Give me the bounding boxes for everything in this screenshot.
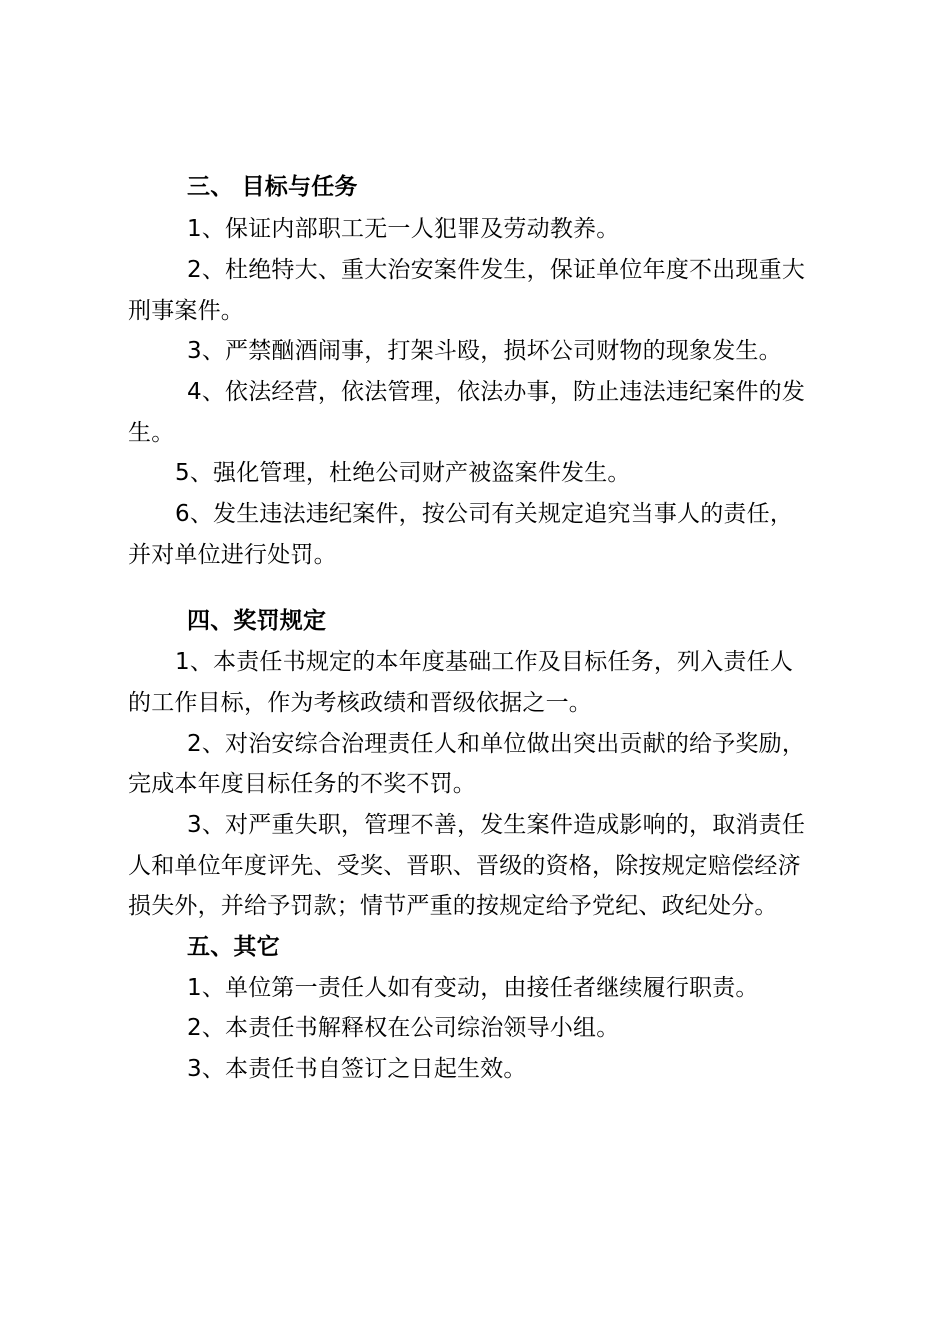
paragraph-line: 的工作目标，作为考核政绩和晋级依据之一。 (128, 690, 592, 716)
paragraph-line: 5、强化管理，杜绝公司财产被盗案件发生。 (175, 460, 631, 486)
paragraph-line: 3、对严重失职，管理不善，发生案件造成影响的，取消责任 (187, 812, 806, 838)
paragraph-line: 2、杜绝特大、重大治安案件发生，保证单位年度不出现重大 (187, 257, 806, 283)
paragraph-line: 并对单位进行处罚。 (128, 542, 337, 568)
paragraph-line: 1、保证内部职工无一人犯罪及劳动教养。 (187, 216, 620, 242)
paragraph-line: 生。 (128, 420, 175, 446)
paragraph-line: 2、对治安综合治理责任人和单位做出突出贡献的给予奖励， (187, 731, 806, 757)
paragraph-line: 4、依法经营，依法管理，依法办事，防止违法违纪案件的发 (187, 379, 806, 405)
paragraph-line: 完成本年度目标任务的不奖不罚。 (128, 771, 476, 797)
paragraph-line: 1、单位第一责任人如有变动，由接任者继续履行职责。 (187, 975, 759, 1001)
paragraph-line: 2、本责任书解释权在公司综治领导小组。 (187, 1015, 620, 1041)
paragraph-line: 1、本责任书规定的本年度基础工作及目标任务，列入责任人 (175, 649, 794, 675)
paragraph-line: 6、发生违法违纪案件，按公司有关规定追究当事人的责任， (175, 501, 794, 527)
section-heading-5: 五、其它 (187, 934, 280, 960)
paragraph-line: 损失外，并给予罚款；情节严重的按规定给予党纪、政纪处分。 (128, 893, 778, 919)
paragraph-line: 3、严禁酗酒闹事，打架斗殴，损坏公司财物的现象发生。 (187, 338, 782, 364)
section-heading-3: 三、 目标与任务 (187, 174, 358, 200)
section-heading-4: 四、奖罚规定 (187, 608, 327, 634)
paragraph-line: 人和单位年度评先、受奖、晋职、晋级的资格，除按规定赔偿经济 (128, 853, 801, 879)
paragraph-line: 刑事案件。 (128, 298, 244, 324)
paragraph-line: 3、本责任书自签订之日起生效。 (187, 1056, 527, 1082)
